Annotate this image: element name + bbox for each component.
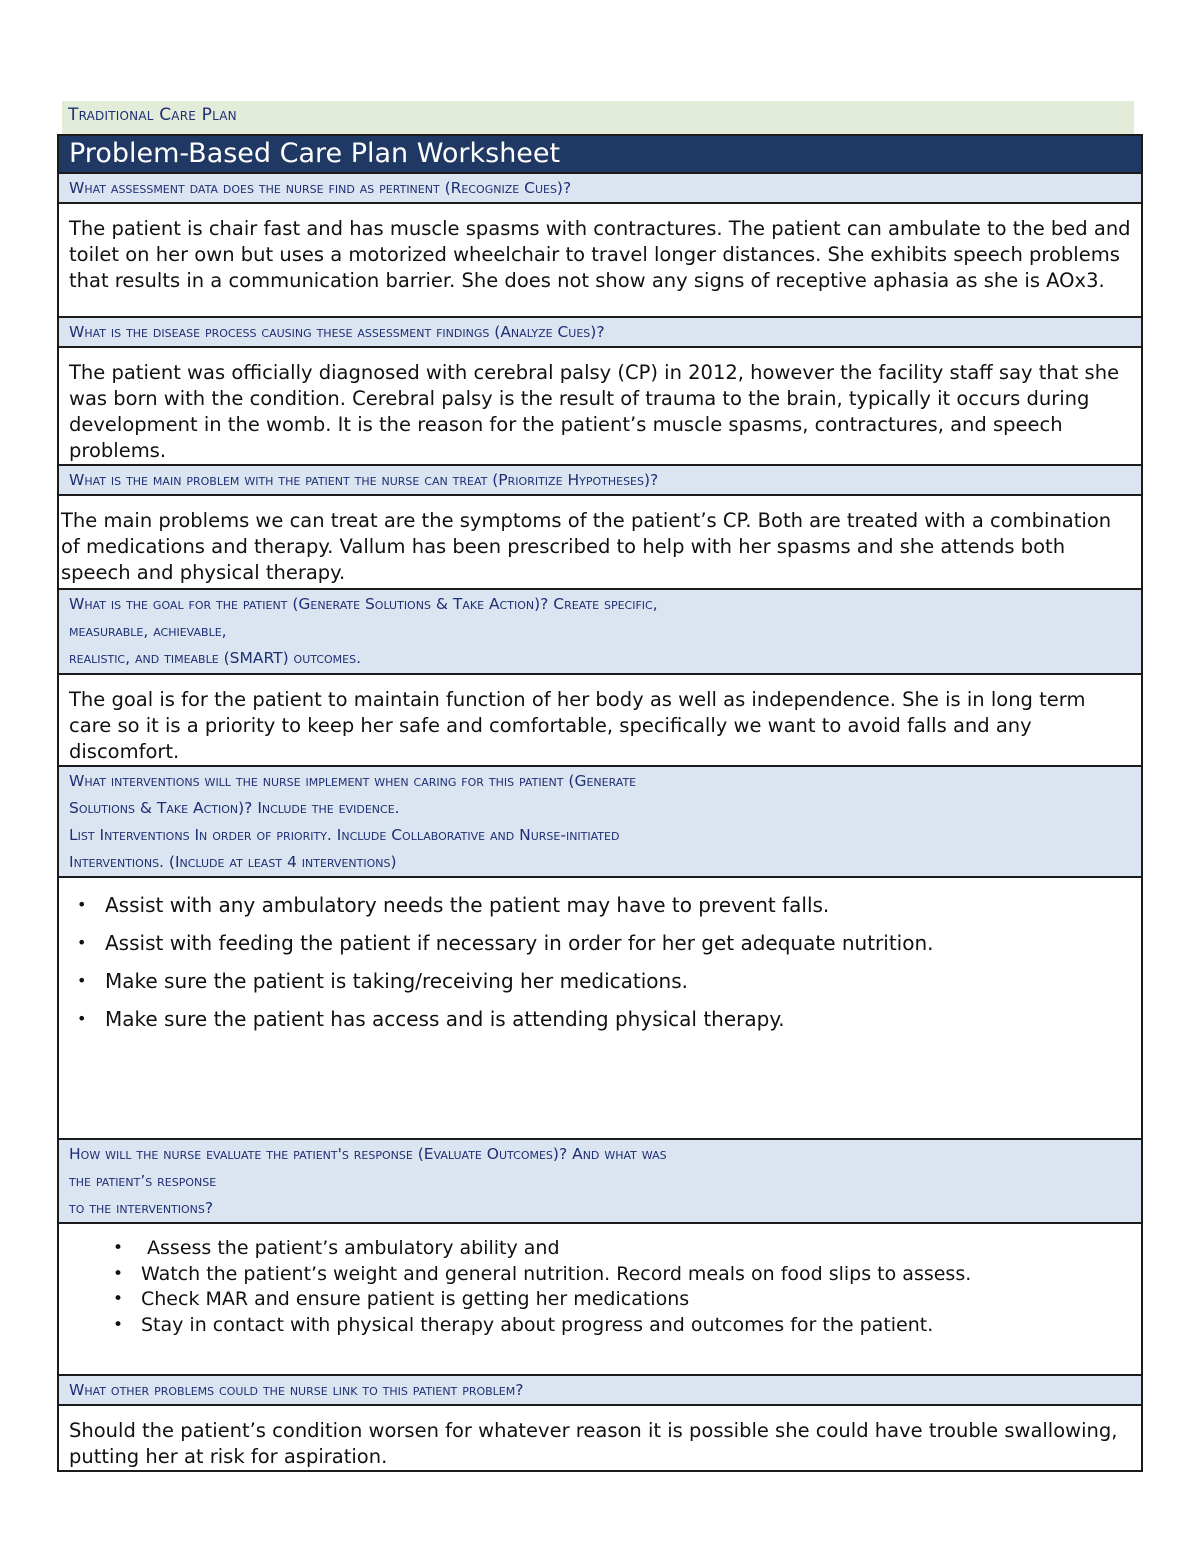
section-header-interventions: [58, 766, 1142, 877]
bullet-icon: •: [77, 933, 87, 952]
bullet-icon: •: [77, 895, 87, 914]
list-item: • Assist with feeding the patient if necessary in order for her get adequate nutrition.: [105, 924, 1131, 962]
header-line: Interventions. (Include at least 4 interventions): [69, 853, 397, 871]
section-body-evaluate-outcomes: [58, 1223, 1142, 1375]
section-body-prioritize-hypotheses: The main problems we can treat are the symptoms of the patient’s CP. Both are treated with a combination of medications and therapy. Vallum has been prescribed to help with her spasms and she attends both speech and physical therapy.: [58, 495, 1142, 589]
bullet-icon: •: [113, 1289, 124, 1309]
section-header-evaluate-outcomes: [58, 1139, 1142, 1223]
section-header-analyze-cues: What is the disease process causing these assessment findings (Analyze Cues)?: [58, 317, 1142, 347]
section-body-other-problems: Should the patient’s condition worsen for whatever reason it is possible she could have trouble swallowing, putting her at risk for aspiration.: [58, 1405, 1142, 1471]
header-line: List Interventions In order of priority. Include Collaborative and Nurse-initiated: [69, 826, 620, 844]
header-line: measurable, achievable,: [69, 622, 227, 640]
interventions-list: [69, 886, 1131, 1038]
header-line: realistic, and timeable (SMART) outcomes.: [69, 649, 362, 667]
header-line: What interventions will the nurse implement when caring for this patient (Generate: [69, 772, 637, 790]
bullet-icon: •: [77, 1009, 87, 1028]
section-header-prioritize-hypotheses: What is the main problem with the patient the nurse can treat (Prioritize Hypotheses)?: [58, 465, 1142, 495]
section-header-other-problems: What other problems could the nurse link to this patient problem?: [58, 1375, 1142, 1405]
section-body-interventions: [58, 877, 1142, 1139]
care-plan-table: [57, 134, 1143, 1472]
list-item: • Assess the patient’s ambulatory ability and: [141, 1236, 1131, 1262]
header-line: How will the nurse evaluate the patient's response (Evaluate Outcomes)? And what was: [69, 1145, 667, 1163]
list-item: • Check MAR and ensure patient is getting her medications: [141, 1287, 1131, 1313]
list-item: • Watch the patient’s weight and general nutrition. Record meals on food slips to assess.: [141, 1262, 1131, 1288]
header-line: Solutions & Take Action)? Include the evidence.: [69, 799, 400, 817]
list-item: • Assist with any ambulatory needs the patient may have to prevent falls.: [105, 886, 1131, 924]
worksheet-title: Problem-Based Care Plan Worksheet: [58, 135, 1142, 173]
header-line: to the interventions?: [69, 1199, 214, 1217]
header-line: the patient’s response: [69, 1172, 217, 1190]
section-header-goal: [58, 589, 1142, 674]
list-item: • Stay in contact with physical therapy about progress and outcomes for the patient.: [141, 1313, 1131, 1339]
bullet-icon: •: [113, 1263, 124, 1284]
header-line: What is the goal for the patient (Generate Solutions & Take Action)? Create specific,: [69, 595, 658, 613]
list-item: • Make sure the patient has access and is attending physical therapy.: [105, 1000, 1131, 1038]
bullet-icon: •: [77, 971, 87, 990]
evaluation-list: [69, 1236, 1131, 1338]
section-body-recognize-cues: The patient is chair fast and has muscle spasms with contractures. The patient can ambulate to the bed and toilet on her own but uses a motorized wheelchair to travel longer distances. She exhibits speech problems that results in a communication barrier. She does not show any signs of receptive aphasia as she is AOx3.: [58, 203, 1142, 317]
bullet-icon: •: [113, 1238, 124, 1258]
document-banner: Traditional Care Plan: [62, 101, 1134, 134]
list-item: • Make sure the patient is taking/receiving her medications.: [105, 962, 1131, 1000]
section-header-recognize-cues: What assessment data does the nurse find as pertinent (Recognize Cues)?: [58, 173, 1142, 203]
section-body-goal: The goal is for the patient to maintain function of her body as well as independence. She is in long term care so it is a priority to keep her safe and comfortable, specifically we want to avoid falls and any discomfort.: [58, 674, 1142, 766]
section-body-analyze-cues: The patient was officially diagnosed with cerebral palsy (CP) in 2012, however the facility staff say that she was born with the condition. Cerebral palsy is the result of trauma to the brain, typically it occurs during development in the womb. It is the reason for the patient’s muscle spasms, contractures, and speech problems.: [58, 347, 1142, 465]
bullet-icon: •: [113, 1314, 124, 1335]
